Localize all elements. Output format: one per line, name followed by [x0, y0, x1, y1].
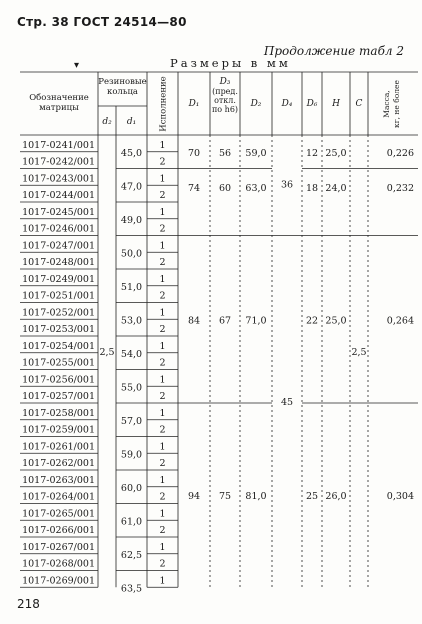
table-row-designation: 1017-0248/001 — [22, 257, 95, 268]
table-row-designation: 1017-0254/001 — [22, 340, 95, 352]
group-D6: 22 — [305, 315, 319, 327]
table-row-d1: 62,5 — [120, 549, 143, 561]
table-row-d1: 47,0 — [120, 181, 143, 193]
table-row-designation: 1017-0252/001 — [22, 307, 95, 319]
table-row-designation: 1017-0259/001 — [22, 424, 95, 436]
table-row-designation: 1017-0264/001 — [22, 491, 95, 503]
table-row-designation: 1017-0244/001 — [22, 190, 95, 201]
group-D3: 60 — [218, 183, 232, 194]
table-row-designation: 1017-0256/001 — [22, 374, 95, 386]
group-D2: 81,0 — [245, 491, 267, 503]
group-D1: 74 — [187, 183, 201, 194]
col-d2-label: d₂ — [102, 117, 112, 127]
table-row-designation: 1017-0265/001 — [22, 508, 95, 520]
continuation-caption: Продолжение табл 2 — [263, 44, 404, 58]
table-row-designation: 1017-0251/001 — [22, 290, 95, 302]
table-row-designation: 1017-0258/001 — [22, 407, 95, 419]
table-row-designation: 1017-0255/001 — [22, 357, 95, 369]
table-row-version: 1 — [159, 240, 166, 252]
units-caption: Размеры в мм — [170, 56, 291, 70]
table-row-version: 1 — [159, 139, 166, 151]
col-designation-label: Обозначение — [29, 93, 89, 103]
table-row-version: 1 — [159, 441, 166, 453]
d2-value: 2,5 — [99, 346, 115, 358]
table-row-version: 1 — [159, 575, 166, 587]
group-mass: 0,226 — [386, 147, 414, 159]
col-D4-label: D₄ — [281, 99, 293, 109]
table-row-version: 1 — [159, 173, 166, 185]
table-row-version: 2 — [159, 458, 166, 469]
group-D3: 56 — [218, 147, 232, 159]
col-version-label: Исполнение — [158, 76, 169, 132]
table-row-d1: 61,0 — [120, 516, 143, 528]
group-mass: 0,264 — [386, 315, 414, 327]
group-D3: 75 — [218, 491, 232, 503]
group-D1: 94 — [187, 491, 201, 503]
col-D3-label: D₃ — [219, 77, 231, 87]
table-row-designation: 1017-0266/001 — [22, 525, 95, 536]
table-row-version: 2 — [159, 424, 166, 436]
table-row-version: 1 — [159, 508, 166, 520]
group-H: 26,0 — [325, 491, 347, 503]
table-row-version: 2 — [159, 491, 166, 503]
table-row-d1: 59,0 — [120, 449, 143, 461]
table-row-version: 1 — [159, 374, 166, 386]
col-d1-label: d₁ — [126, 117, 137, 127]
table-row-d1: 49,0 — [120, 214, 143, 226]
table-row-d1: 53,0 — [120, 315, 143, 327]
table-row-designation: 1017-0261/001 — [22, 441, 95, 453]
table-row-version: 2 — [159, 257, 166, 268]
group-D3: 67 — [218, 315, 232, 327]
group-H: 24,0 — [325, 183, 347, 194]
table-row-version: 2 — [159, 357, 166, 369]
table-row-d1: 45,0 — [120, 147, 143, 159]
table-row-designation: 1017-0247/001 — [22, 240, 95, 252]
col-rings-label: кольца — [107, 87, 138, 97]
group-D1: 70 — [187, 147, 201, 159]
table-row-designation: 1017-0242/001 — [22, 156, 95, 168]
table-row-version: 1 — [159, 340, 166, 352]
table-row-designation: 1017-0243/001 — [22, 173, 95, 185]
table-row-designation: 1017-0262/001 — [22, 458, 95, 469]
table-row-version: 1 — [159, 407, 166, 419]
col-designation-label: матрицы — [39, 103, 79, 113]
table-row-d1: 60,0 — [120, 482, 143, 494]
group-mass: 0,232 — [386, 183, 414, 194]
col-mass-label: Масса, — [382, 90, 391, 118]
group-D1: 84 — [187, 315, 201, 327]
col-H-label: H — [332, 99, 340, 109]
decorative-mark: ▾ — [74, 60, 80, 71]
table-row-designation: 1017-0267/001 — [22, 541, 95, 553]
table-row-version: 2 — [159, 324, 166, 335]
table-row-designation: 1017-0257/001 — [22, 391, 95, 402]
group-D6: 25 — [305, 491, 319, 503]
table-row-version: 2 — [159, 223, 166, 235]
group-D6: 12 — [305, 147, 319, 159]
d4-value: 45 — [280, 397, 294, 408]
table-row-version: 2 — [159, 391, 166, 402]
table-row-d1: 51,0 — [120, 281, 143, 293]
table-row-d1: 50,0 — [120, 248, 143, 260]
page-number: 218 — [17, 597, 40, 611]
page-header: Стр. 38 ГОСТ 24514—80 — [17, 15, 187, 29]
table-row-version: 1 — [159, 474, 166, 486]
group-H: 25,0 — [325, 315, 347, 327]
table-row-version: 1 — [159, 273, 166, 285]
table-row-d1: 57,0 — [120, 415, 143, 427]
col-D6-label: D₆ — [306, 99, 318, 109]
table-row-version: 2 — [159, 290, 166, 302]
table-row-designation: 1017-0263/001 — [22, 474, 95, 486]
table-row-designation: 1017-0269/001 — [22, 575, 95, 587]
group-H: 25,0 — [325, 147, 347, 159]
group-D2: 71,0 — [245, 315, 267, 327]
table-row-version: 1 — [159, 307, 166, 319]
table-row-version: 2 — [159, 558, 166, 570]
table-row-version: 1 — [159, 541, 166, 553]
col-D1-label: D₁ — [188, 99, 200, 109]
table-row-version: 2 — [159, 156, 166, 168]
col-mass-label: кг, не более — [392, 80, 401, 128]
table-row-d1: 54,0 — [120, 348, 143, 360]
table-row-designation: 1017-0245/001 — [22, 206, 95, 218]
col-rings-label: Резиновые — [98, 77, 147, 87]
col-D3-note: откл. — [214, 96, 236, 105]
table-row-version: 1 — [159, 206, 166, 218]
table-row-version: 2 — [159, 190, 166, 201]
col-D3-note: (пред. — [212, 87, 238, 96]
col-C-label: C — [355, 99, 363, 109]
table-row-designation: 1017-0246/001 — [22, 223, 95, 235]
col-D2-label: D₂ — [250, 99, 262, 109]
group-D6: 18 — [305, 183, 319, 194]
table-row-designation: 1017-0249/001 — [22, 273, 95, 285]
table-row-designation: 1017-0268/001 — [22, 558, 95, 570]
group-D2: 63,0 — [245, 183, 267, 194]
group-D2: 59,0 — [245, 147, 267, 159]
d4-value: 36 — [280, 179, 294, 191]
col-D3-note: по h6) — [211, 105, 239, 114]
table-row-designation: 1017-0241/001 — [22, 139, 95, 151]
table-row-d1: 63,5 — [120, 583, 143, 595]
table-row-version: 2 — [159, 525, 166, 536]
table-row-designation: 1017-0253/001 — [22, 324, 95, 335]
group-mass: 0,304 — [386, 491, 414, 503]
table-row-d1: 55,0 — [120, 382, 143, 394]
c-value: 2,5 — [351, 346, 367, 358]
